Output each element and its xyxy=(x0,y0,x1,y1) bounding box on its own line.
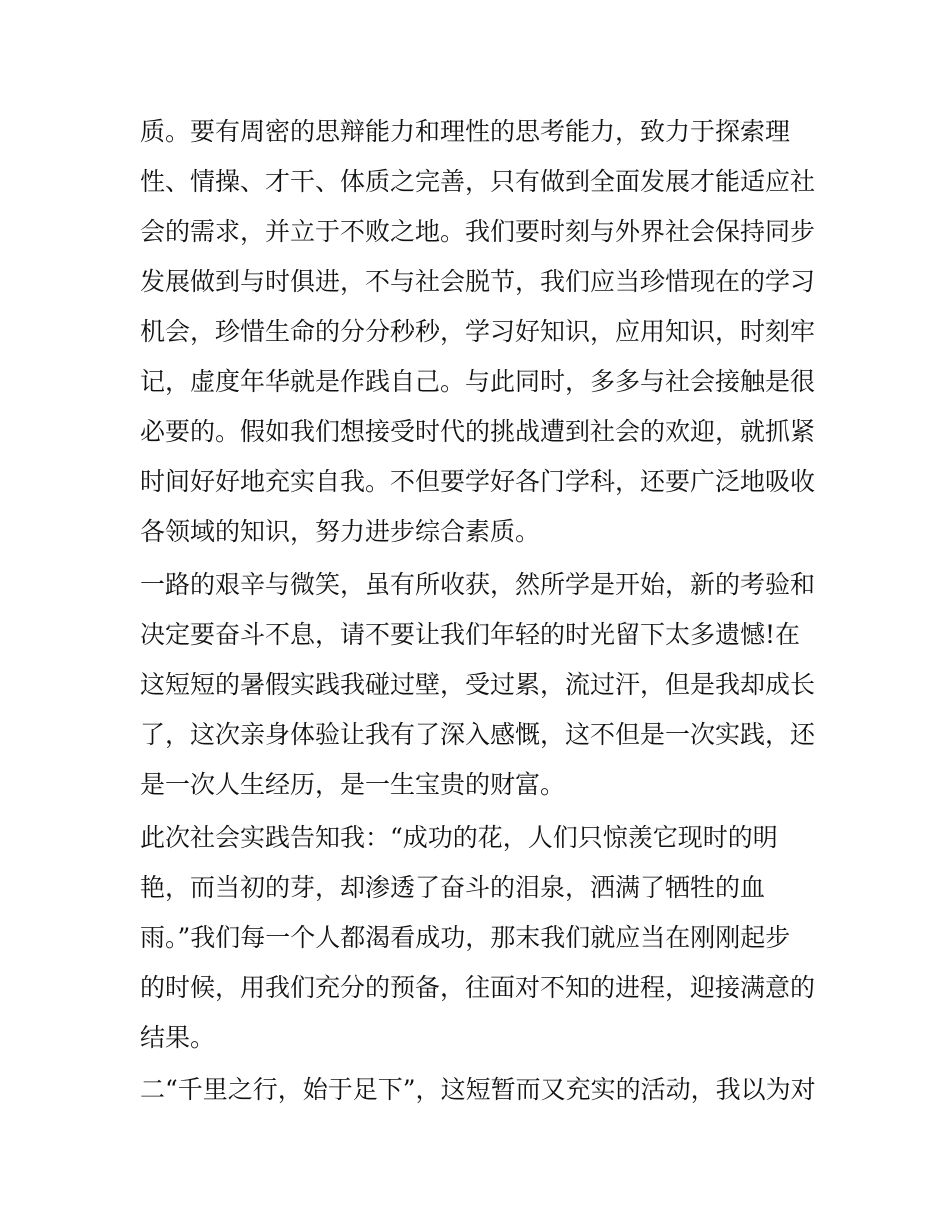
text-line: 性、情操、才干、体质之完善，只有做到全面发展才能适应社 xyxy=(140,167,816,196)
text-line: 各领域的知识，努力进步综合素质。 xyxy=(140,517,541,546)
text-line: 一路的艰辛与微笑，虽有所收获，然所学是开始，新的考验和 xyxy=(140,570,816,599)
text-line: 记，虚度年华就是作践自己。与此同时，多多与社会接触是很 xyxy=(140,367,816,396)
text-line: 这短短的暑假实践我碰过壁，受过累，流过汗，但是我却成长 xyxy=(140,670,816,699)
text-line: 会的需求，并立于不败之地。我们要时刻与外界社会保持同步 xyxy=(140,217,816,246)
text-line: 的时候，用我们充分的预备，往面对不知的进程，迎接满意的 xyxy=(140,973,816,1002)
text-line: 机会，珍惜生命的分分秒秒，学习好知识，应用知识，时刻牢 xyxy=(140,317,816,346)
text-line: 结果。 xyxy=(140,1023,216,1052)
text-line: 时间好好地充实自我。不但要学好各门学科，还要广泛地吸收 xyxy=(140,467,816,496)
text-line: 决定要奋斗不息，请不要让我们年轻的时光留下太多遗憾!在 xyxy=(140,620,801,649)
text-line: 是一次人生经历，是一生宝贵的财富。 xyxy=(140,770,566,799)
text-line: 了，这次亲身体验让我有了深入感慨，这不但是一次实践，还 xyxy=(140,720,816,749)
text-line: 发展做到与时俱进，不与社会脱节，我们应当珍惜现在的学习 xyxy=(140,267,816,296)
text-line: 必要的。假如我们想接受时代的挑战遭到社会的欢迎，就抓紧 xyxy=(140,417,816,446)
text-line: 质。要有周密的思辩能力和理性的思考能力，致力于探索理 xyxy=(140,117,791,146)
text-line: 艳，而当初的芽，却渗透了奋斗的泪泉，洒满了牺牲的血 xyxy=(140,873,766,902)
text-line: 二“千里之行，始于足下”，这短暂而又充实的活动，我以为对 xyxy=(140,1075,816,1104)
text-line: 雨。”我们每一个人都渴看成功，那末我们就应当在刚刚起步 xyxy=(140,923,791,952)
text-line: 此次社会实践告知我：“成功的花，人们只惊羡它现时的明 xyxy=(140,823,778,852)
